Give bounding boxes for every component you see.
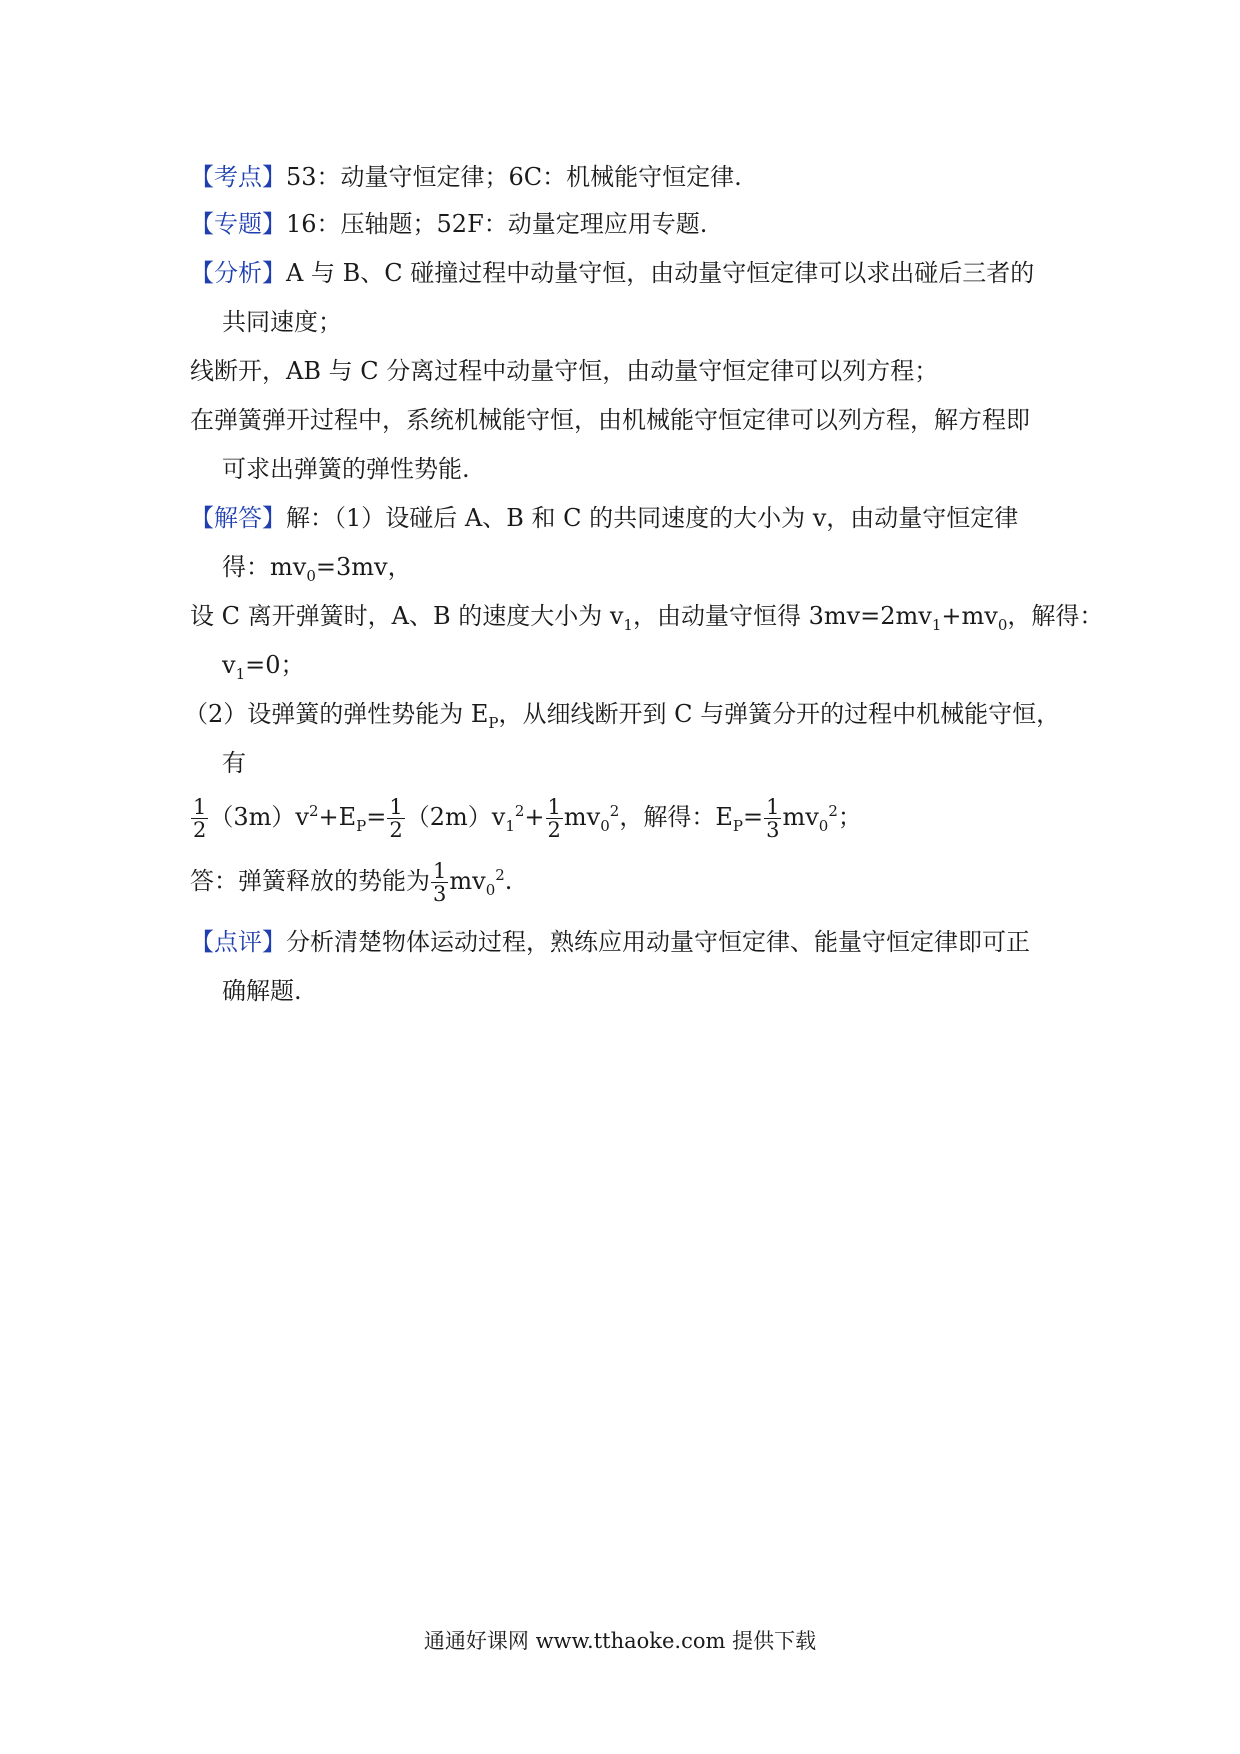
fraction-1-denominator: 2 <box>193 818 207 842</box>
line3-sub-1: 1 <box>623 615 633 634</box>
line3-sub-3: 0 <box>997 615 1008 634</box>
fraction-2-denominator: 2 <box>389 818 403 842</box>
line3-part-b: ，由动量守恒得 3mv=2mv <box>632 602 932 630</box>
eq1-sub: 0 <box>306 566 316 585</box>
eq2-t10: ； <box>837 803 862 831</box>
jieda-line-3 <box>190 599 1104 634</box>
kaodian-text: 53：动量守恒定律；6C：机械能守恒定律. <box>286 163 742 191</box>
eq2-t5: + <box>524 803 545 831</box>
eq2-sub-2: 1 <box>505 816 515 835</box>
kaodian-tag: 【考点】 <box>190 163 286 191</box>
zhuanti-tag: 【专题】 <box>190 210 286 238</box>
fraction-1 <box>191 796 208 841</box>
eq2-sub-3: 0 <box>600 816 610 835</box>
eq1-part-a: 得：mv <box>222 553 307 581</box>
eq2-sub-1: P <box>356 816 367 835</box>
eq2-t1: （3m）v <box>209 803 309 831</box>
line3-sub-2: 1 <box>931 615 942 634</box>
answer-fraction-numerator: 1 <box>433 859 447 883</box>
line5-part-b: ，从细线断开到 C 与弹簧分开的过程中机械能守恒， <box>498 700 1061 728</box>
eq2-t3: = <box>366 803 387 831</box>
eq2-sup-3: 2 <box>609 802 620 820</box>
fraction-3-denominator: 2 <box>547 818 561 842</box>
dianping-text-1: 分析清楚物体运动过程，熟练应用动量守恒定律、能量守恒定律即可正 <box>286 928 1030 956</box>
eq2-t6: mv <box>563 803 601 831</box>
page-footer: 通通好课网 www.tthaoke.com 提供下载 <box>423 1629 817 1653</box>
line4-part-b: =0； <box>245 651 305 679</box>
jieda-tag: 【解答】 <box>190 504 286 532</box>
jieda-text-1: 解：（1）设碰后 A、B 和 C 的共同速度的大小为 v，由动量守恒定律 <box>286 504 1019 532</box>
jieda-line-5 <box>184 697 1064 731</box>
eq2-t9: mv <box>782 803 819 831</box>
fraction-2-numerator: 1 <box>389 795 403 819</box>
dianping-line-1 <box>190 925 1070 959</box>
line3-part-d: ，解得： <box>1007 602 1104 630</box>
dianping-line-2: 确解题. <box>222 977 302 1005</box>
eq2-t8: = <box>742 803 764 831</box>
fraction-2 <box>387 796 404 841</box>
fraction-3 <box>546 796 563 841</box>
line3-part-a: 设 C 离开弹簧时，A、B 的速度大小为 v <box>190 602 624 630</box>
fenxi-line-1 <box>190 256 1070 290</box>
fenxi-line-5: 可求出弹簧的弹性势能. <box>222 455 470 483</box>
line5-part-a: （2）设弹簧的弹性势能为 E <box>184 700 489 728</box>
line3-part-c: +mv <box>941 602 998 630</box>
fraction-4-numerator: 1 <box>766 795 780 819</box>
answer-part-c: . <box>504 867 513 895</box>
answer-fraction <box>431 860 448 905</box>
line5-sub: P <box>488 713 499 732</box>
eq2-t7: ，解得：E <box>619 803 733 831</box>
eq2-sup-4: 2 <box>828 802 838 820</box>
energy-equation <box>190 792 1070 842</box>
eq2-sup-1: 2 <box>308 802 319 820</box>
eq2-sub-4: P <box>732 816 743 835</box>
fenxi-line-4: 在弹簧弹开过程中，系统机械能守恒，由机械能守恒定律可以列方程，解方程即 <box>190 406 1030 434</box>
line4-sub: 1 <box>235 664 246 683</box>
jieda-equation-1 <box>222 550 1102 584</box>
answer-part-b: mv <box>449 867 486 895</box>
fraction-1-numerator: 1 <box>193 795 207 819</box>
zhuanti-text: 16：压轴题；52F：动量定理应用专题. <box>286 210 708 238</box>
fraction-4-denominator: 3 <box>766 818 780 842</box>
answer-part-a: 答：弹簧释放的势能为 <box>190 867 430 895</box>
answer-fraction-denominator: 3 <box>433 882 447 906</box>
jieda-line-6: 有 <box>222 749 246 777</box>
fenxi-line-2: 共同速度； <box>222 308 342 336</box>
eq2-sup-2: 2 <box>514 802 525 820</box>
line4-part-a: v <box>222 651 236 679</box>
dianping-tag: 【点评】 <box>190 928 286 956</box>
eq1-part-b: =3mv， <box>315 553 412 581</box>
kaodian-line <box>190 160 1070 194</box>
fenxi-text-1: A 与 B、C 碰撞过程中动量守恒，由动量守恒定律可以求出碰后三者的 <box>286 259 1035 287</box>
eq2-t2: +E <box>318 803 357 831</box>
fenxi-line-3: 线断开，AB 与 C 分离过程中动量守恒，由动量守恒定律可以列方程； <box>190 357 939 385</box>
answer-sup: 2 <box>495 866 505 884</box>
fenxi-tag: 【分析】 <box>190 259 286 287</box>
fraction-3-numerator: 1 <box>547 795 561 819</box>
answer-sub: 0 <box>485 880 496 899</box>
answer-line <box>190 856 1070 906</box>
fraction-4 <box>764 796 781 841</box>
zhuanti-line <box>190 207 1070 241</box>
jieda-line-4 <box>222 648 1102 682</box>
jieda-line-1 <box>190 501 1070 535</box>
eq2-t4: （2m）v <box>405 803 506 831</box>
eq2-sub-5: 0 <box>818 816 829 835</box>
